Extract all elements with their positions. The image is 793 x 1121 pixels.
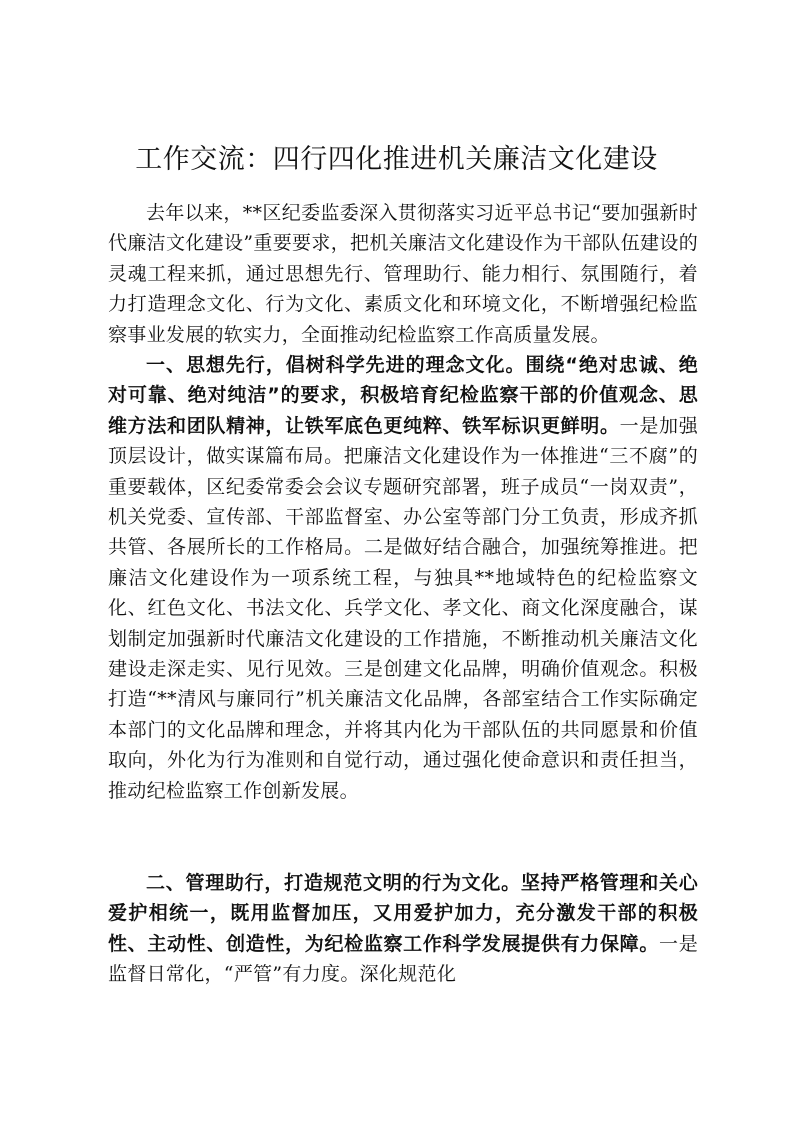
paragraph-intro	[108, 198, 698, 350]
paragraph-text: 去年以来，**区纪委监委深入贯彻落实习近平总书记“要加强新时代廉洁文化建设”重要要求，把机关廉洁文化建设作为干部队伍建设的灵魂工程来抓，通过思想先行、管理助行、能力相行、氛围随行，着力打造理念文化、行为文化、素质文化和环境文化，不断增强纪检监察事业发展的软实力，全面推动纪检监察工作高质量发展。	[108, 202, 698, 346]
paragraph-section-1	[108, 350, 698, 806]
paragraph-section-2	[108, 868, 698, 990]
document-title: 工作交流：四行四化推进机关廉洁文化建设	[135, 144, 658, 175]
paragraph-text: 一是监督日常化，“严管”有力度。深化规范化	[108, 932, 698, 986]
section-heading: 一、思想先行，倡树科学先进的理念文化。围绕“绝对忠诚、绝对可靠、绝对纯洁”的要求，积极培育纪检监察干部的价值观念、思维方法和团队精神，让铁军底色更纯粹、铁军标识更鲜明。	[108, 354, 698, 437]
section-heading: 二、管理助行，打造规范文明的行为文化。坚持严格管理和关心爱护相统一，既用监督加压，又用爱护加力，充分激发干部的积极性、主动性、创造性，为纪检监察工作科学发展提供有力保障。	[108, 872, 698, 955]
paragraph-text: 一是加强顶层设计，做实谋篇布局。把廉洁文化建设作为一体推进“三不腐”的重要载体，区纪委常委会会议专题研究部署，班子成员“一岗双责”，机关党委、宣传部、干部监督室、办公室等部门分工负责，形成齐抓共管、各展所长的工作格局。二是做好结合融合，加强统筹推进。把廉洁文化建设作为一项系统工程，与独具**地域特色的纪检监察文化、红色文化、书法文化、兵学文化、孝文化、商文化深度融合，谋划制定加强新时代廉洁文化建设的工作措施，不断推动机关廉洁文化建设走深走实、见行见效。三是创建文化品牌，明确价值观念。积极打造“**清风与廉同行”机关廉洁文化品牌，各部室结合工作实际确定本部门的文化品牌和理念，并将其内化为干部队伍的共同愿景和价值取向，外化为行为准则和自觉行动，通过强化使命意识和责任担当，推动纪检监察工作创新发展。	[108, 414, 698, 802]
